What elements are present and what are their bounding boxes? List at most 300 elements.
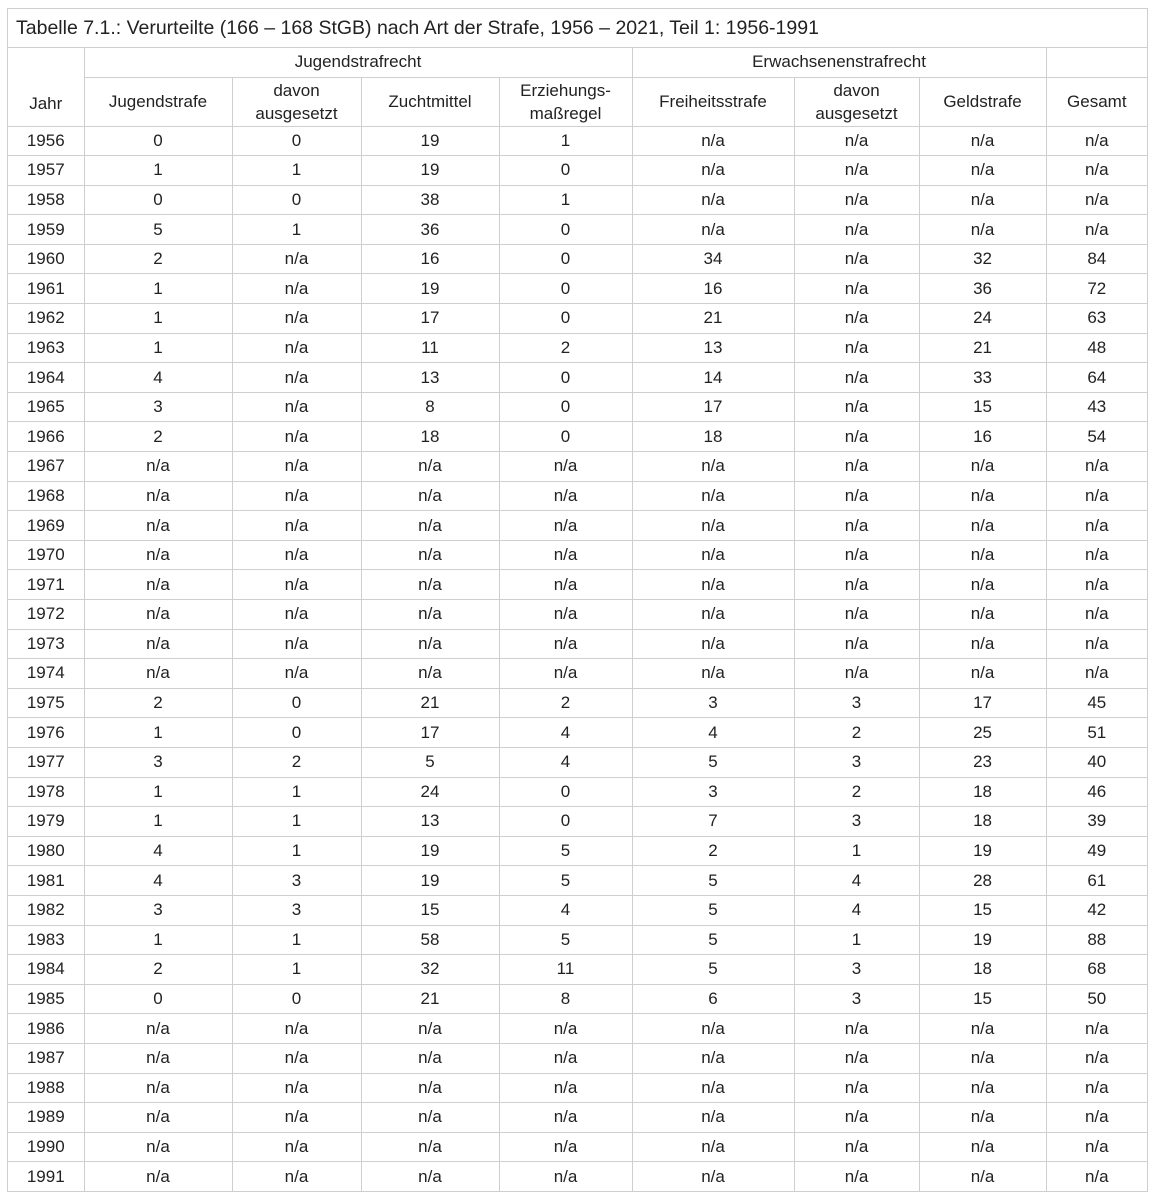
col-header-jahr [8,48,84,126]
cell-gesamt: 49 [1046,836,1147,866]
cell-jahr: 1991 [8,1162,84,1191]
cell-jahr: 1965 [8,392,84,422]
cell-zuchtmittel: 32 [361,955,499,985]
col-header-davon-ausgesetzt-erwachsene [794,77,919,126]
cell-gesamt: 61 [1046,866,1147,896]
cell-davon-ausgesetzt-jugend: 0 [232,688,361,718]
table-row [8,422,1147,452]
cell-davon-ausgesetzt-jugend: 1 [232,807,361,837]
cell-freiheitsstrafe: n/a [632,600,794,630]
cell-erziehungsmassregel: n/a [499,1132,632,1162]
cell-gesamt: 63 [1046,304,1147,334]
cell-freiheitsstrafe: 5 [632,895,794,925]
table-row [8,304,1147,334]
cell-zuchtmittel: 21 [361,688,499,718]
cell-erziehungsmassregel: n/a [499,540,632,570]
cell-jahr: 1978 [8,777,84,807]
cell-jugendstrafe: 1 [84,718,232,748]
cell-jahr: 1969 [8,511,84,541]
cell-davon-ausgesetzt-erwachsene: 1 [794,925,919,955]
cell-zuchtmittel: n/a [361,1073,499,1103]
cell-davon-ausgesetzt-jugend: 3 [232,895,361,925]
cell-gesamt: 68 [1046,955,1147,985]
cell-davon-ausgesetzt-erwachsene: n/a [794,629,919,659]
table-row [8,807,1147,837]
cell-freiheitsstrafe: n/a [632,659,794,689]
cell-geldstrafe: n/a [919,1162,1046,1191]
cell-jahr: 1977 [8,747,84,777]
table-row [8,540,1147,570]
cell-jahr: 1956 [8,126,84,156]
cell-geldstrafe: 16 [919,422,1046,452]
cell-davon-ausgesetzt-erwachsene: n/a [794,363,919,393]
cell-geldstrafe: 15 [919,984,1046,1014]
cell-zuchtmittel: 19 [361,274,499,304]
cell-geldstrafe: n/a [919,126,1046,156]
cell-geldstrafe: 32 [919,244,1046,274]
cell-davon-ausgesetzt-erwachsene: n/a [794,1043,919,1073]
cell-jugendstrafe: 1 [84,274,232,304]
cell-freiheitsstrafe: n/a [632,156,794,186]
cell-davon-ausgesetzt-erwachsene: 4 [794,866,919,896]
cell-gesamt: 42 [1046,895,1147,925]
table-row [8,659,1147,689]
cell-davon-ausgesetzt-erwachsene: n/a [794,185,919,215]
cell-zuchtmittel: 5 [361,747,499,777]
cell-jugendstrafe: 1 [84,925,232,955]
cell-davon-ausgesetzt-erwachsene: n/a [794,600,919,630]
cell-gesamt: 88 [1046,925,1147,955]
cell-jahr: 1973 [8,629,84,659]
col-header-line: ausgesetzt [815,103,898,123]
cell-geldstrafe: 15 [919,895,1046,925]
cell-erziehungsmassregel: n/a [499,1014,632,1044]
cell-freiheitsstrafe: 21 [632,304,794,334]
cell-davon-ausgesetzt-erwachsene: n/a [794,392,919,422]
cell-davon-ausgesetzt-erwachsene: n/a [794,570,919,600]
cell-gesamt: 51 [1046,718,1147,748]
cell-jugendstrafe: 3 [84,392,232,422]
cell-jahr: 1985 [8,984,84,1014]
cell-geldstrafe: n/a [919,481,1046,511]
cell-jahr: 1989 [8,1103,84,1133]
cell-zuchtmittel: 36 [361,215,499,245]
cell-erziehungsmassregel: n/a [499,481,632,511]
cell-jahr: 1983 [8,925,84,955]
cell-erziehungsmassregel: 0 [499,244,632,274]
table-row [8,1043,1147,1073]
cell-freiheitsstrafe: n/a [632,629,794,659]
cell-freiheitsstrafe: 6 [632,984,794,1014]
cell-jugendstrafe: 2 [84,244,232,274]
cell-jugendstrafe: n/a [84,481,232,511]
cell-davon-ausgesetzt-jugend: n/a [232,1162,361,1191]
cell-freiheitsstrafe: n/a [632,1073,794,1103]
cell-jugendstrafe: n/a [84,1073,232,1103]
cell-zuchtmittel: 19 [361,126,499,156]
cell-jahr: 1971 [8,570,84,600]
cell-jahr: 1957 [8,156,84,186]
cell-davon-ausgesetzt-jugend: 1 [232,156,361,186]
cell-zuchtmittel: 19 [361,866,499,896]
table-row [8,333,1147,363]
cell-geldstrafe: n/a [919,156,1046,186]
table-row [8,600,1147,630]
cell-jugendstrafe: n/a [84,1103,232,1133]
cell-davon-ausgesetzt-erwachsene: 2 [794,777,919,807]
cell-geldstrafe: 18 [919,807,1046,837]
cell-freiheitsstrafe: n/a [632,215,794,245]
cell-geldstrafe: n/a [919,511,1046,541]
cell-freiheitsstrafe: 3 [632,777,794,807]
cell-zuchtmittel: 16 [361,244,499,274]
cell-erziehungsmassregel: 4 [499,895,632,925]
cell-erziehungsmassregel: 5 [499,866,632,896]
cell-jugendstrafe: n/a [84,629,232,659]
cell-freiheitsstrafe: n/a [632,511,794,541]
cell-jugendstrafe: 4 [84,363,232,393]
cell-gesamt: n/a [1046,1073,1147,1103]
table-row [8,747,1147,777]
cell-zuchtmittel: n/a [361,1014,499,1044]
cell-jugendstrafe: n/a [84,570,232,600]
cell-zuchtmittel: n/a [361,659,499,689]
cell-gesamt: n/a [1046,659,1147,689]
table-row [8,866,1147,896]
cell-freiheitsstrafe: 17 [632,392,794,422]
cell-freiheitsstrafe: n/a [632,452,794,482]
cell-zuchtmittel: n/a [361,1043,499,1073]
cell-jugendstrafe: 4 [84,836,232,866]
cell-gesamt: 46 [1046,777,1147,807]
table-title: Tabelle 7.1.: Verurteilte (166 – 168 StGB) nach Art der Strafe, 1956 – 2021, Teil 1: 1956-1991 [8,9,1147,48]
cell-jugendstrafe: n/a [84,659,232,689]
cell-geldstrafe: n/a [919,215,1046,245]
cell-davon-ausgesetzt-jugend: n/a [232,333,361,363]
cell-erziehungsmassregel: 0 [499,392,632,422]
cell-davon-ausgesetzt-erwachsene: n/a [794,1014,919,1044]
col-header-line: davon [833,80,880,100]
cell-jugendstrafe: n/a [84,1162,232,1191]
cell-gesamt: 43 [1046,392,1147,422]
cell-gesamt: 39 [1046,807,1147,837]
cell-jugendstrafe: 3 [84,747,232,777]
cell-gesamt: n/a [1046,1043,1147,1073]
cell-davon-ausgesetzt-jugend: 1 [232,925,361,955]
cell-davon-ausgesetzt-erwachsene: n/a [794,156,919,186]
cell-davon-ausgesetzt-jugend: n/a [232,629,361,659]
cell-erziehungsmassregel: 5 [499,925,632,955]
cell-davon-ausgesetzt-erwachsene: n/a [794,274,919,304]
cell-freiheitsstrafe: n/a [632,126,794,156]
cell-erziehungsmassregel: 8 [499,984,632,1014]
cell-jugendstrafe: 3 [84,895,232,925]
cell-davon-ausgesetzt-jugend: 0 [232,718,361,748]
cell-zuchtmittel: n/a [361,570,499,600]
cell-zuchtmittel: n/a [361,600,499,630]
cell-zuchtmittel: 11 [361,333,499,363]
cell-davon-ausgesetzt-jugend: n/a [232,392,361,422]
cell-freiheitsstrafe: n/a [632,1014,794,1044]
cell-jahr: 1988 [8,1073,84,1103]
cell-davon-ausgesetzt-jugend: n/a [232,274,361,304]
cell-geldstrafe: n/a [919,600,1046,630]
cell-freiheitsstrafe: 5 [632,747,794,777]
cell-davon-ausgesetzt-jugend: n/a [232,1132,361,1162]
cell-davon-ausgesetzt-jugend: n/a [232,540,361,570]
cell-jugendstrafe: 1 [84,304,232,334]
table-row [8,718,1147,748]
cell-zuchtmittel: 17 [361,718,499,748]
cell-davon-ausgesetzt-erwachsene: 3 [794,688,919,718]
cell-jahr: 1959 [8,215,84,245]
cell-jahr: 1968 [8,481,84,511]
cell-gesamt: n/a [1046,481,1147,511]
table-row [8,1073,1147,1103]
cell-davon-ausgesetzt-erwachsene: n/a [794,244,919,274]
col-header-line: davon [273,80,320,100]
table-row [8,688,1147,718]
cell-jugendstrafe: 0 [84,126,232,156]
cell-jahr: 1960 [8,244,84,274]
cell-davon-ausgesetzt-erwachsene: n/a [794,422,919,452]
cell-geldstrafe: 18 [919,955,1046,985]
cell-erziehungsmassregel: n/a [499,1162,632,1191]
cell-freiheitsstrafe: 7 [632,807,794,837]
cell-gesamt: n/a [1046,1103,1147,1133]
cell-erziehungsmassregel: n/a [499,452,632,482]
cell-davon-ausgesetzt-jugend: n/a [232,511,361,541]
col-header-line: maßregel [529,103,602,123]
cell-erziehungsmassregel: 0 [499,777,632,807]
cell-jahr: 1986 [8,1014,84,1044]
cell-geldstrafe: n/a [919,659,1046,689]
cell-gesamt: n/a [1046,156,1147,186]
cell-jugendstrafe: 2 [84,422,232,452]
cell-erziehungsmassregel: 0 [499,422,632,452]
cell-davon-ausgesetzt-erwachsene: 3 [794,747,919,777]
table-body [8,126,1147,1191]
cell-davon-ausgesetzt-erwachsene: 3 [794,807,919,837]
cell-jugendstrafe: n/a [84,452,232,482]
cell-erziehungsmassregel: 0 [499,304,632,334]
cell-erziehungsmassregel: 0 [499,215,632,245]
cell-davon-ausgesetzt-erwachsene: n/a [794,126,919,156]
cell-jahr: 1976 [8,718,84,748]
cell-gesamt: n/a [1046,452,1147,482]
cell-davon-ausgesetzt-erwachsene: n/a [794,540,919,570]
cell-erziehungsmassregel: n/a [499,1073,632,1103]
cell-jahr: 1962 [8,304,84,334]
cell-geldstrafe: n/a [919,1132,1046,1162]
cell-zuchtmittel: 13 [361,807,499,837]
table-row [8,511,1147,541]
cell-freiheitsstrafe: n/a [632,540,794,570]
col-header-gesamt: Gesamt [1046,77,1147,126]
cell-davon-ausgesetzt-erwachsene: 1 [794,836,919,866]
cell-gesamt: n/a [1046,126,1147,156]
cell-gesamt: 50 [1046,984,1147,1014]
cell-freiheitsstrafe: 16 [632,274,794,304]
table-row [8,984,1147,1014]
cell-davon-ausgesetzt-jugend: n/a [232,659,361,689]
cell-freiheitsstrafe: 5 [632,866,794,896]
table-row [8,629,1147,659]
cell-gesamt: n/a [1046,570,1147,600]
cell-zuchtmittel: 38 [361,185,499,215]
cell-gesamt: n/a [1046,185,1147,215]
cell-davon-ausgesetzt-jugend: n/a [232,422,361,452]
cell-erziehungsmassregel: 1 [499,126,632,156]
cell-davon-ausgesetzt-jugend: n/a [232,1014,361,1044]
group-header-jugendstrafrecht: Jugendstrafrecht [84,48,632,77]
cell-geldstrafe: 17 [919,688,1046,718]
cell-freiheitsstrafe: 18 [632,422,794,452]
cell-zuchtmittel: 58 [361,925,499,955]
cell-davon-ausgesetzt-jugend: 0 [232,984,361,1014]
cell-freiheitsstrafe: n/a [632,1043,794,1073]
cell-zuchtmittel: n/a [361,629,499,659]
cell-geldstrafe: n/a [919,1073,1046,1103]
table-row [8,156,1147,186]
cell-geldstrafe: n/a [919,1043,1046,1073]
cell-davon-ausgesetzt-jugend: n/a [232,600,361,630]
cell-jugendstrafe: 1 [84,156,232,186]
cell-zuchtmittel: 8 [361,392,499,422]
cell-zuchtmittel: 24 [361,777,499,807]
cell-davon-ausgesetzt-erwachsene: n/a [794,1132,919,1162]
cell-jahr: 1981 [8,866,84,896]
cell-davon-ausgesetzt-jugend: n/a [232,481,361,511]
cell-geldstrafe: 21 [919,333,1046,363]
cell-jahr: 1982 [8,895,84,925]
cell-erziehungsmassregel: 2 [499,688,632,718]
cell-freiheitsstrafe: n/a [632,185,794,215]
cell-freiheitsstrafe: 5 [632,925,794,955]
cell-erziehungsmassregel: 0 [499,274,632,304]
table-row [8,955,1147,985]
table-row [8,185,1147,215]
table-row [8,452,1147,482]
cell-davon-ausgesetzt-erwachsene: n/a [794,481,919,511]
table-row [8,481,1147,511]
cell-davon-ausgesetzt-jugend: n/a [232,1043,361,1073]
col-header-freiheitsstrafe: Freiheitsstrafe [632,77,794,126]
cell-davon-ausgesetzt-jugend: 0 [232,126,361,156]
cell-jahr: 1984 [8,955,84,985]
cell-jahr: 1970 [8,540,84,570]
cell-freiheitsstrafe: 2 [632,836,794,866]
cell-freiheitsstrafe: n/a [632,570,794,600]
col-header-geldstrafe: Geldstrafe [919,77,1046,126]
cell-geldstrafe: 19 [919,925,1046,955]
cell-erziehungsmassregel: 0 [499,807,632,837]
col-header-jugendstrafe: Jugendstrafe [84,77,232,126]
cell-geldstrafe: 15 [919,392,1046,422]
table-row [8,1014,1147,1044]
cell-davon-ausgesetzt-jugend: n/a [232,1103,361,1133]
cell-geldstrafe: n/a [919,570,1046,600]
cell-jahr: 1961 [8,274,84,304]
col-header-zuchtmittel: Zuchtmittel [361,77,499,126]
cell-freiheitsstrafe: n/a [632,1162,794,1191]
cell-jugendstrafe: 2 [84,688,232,718]
cell-davon-ausgesetzt-erwachsene: n/a [794,452,919,482]
cell-erziehungsmassregel: 0 [499,363,632,393]
cell-davon-ausgesetzt-erwachsene: 2 [794,718,919,748]
cell-gesamt: n/a [1046,629,1147,659]
cell-geldstrafe: 25 [919,718,1046,748]
cell-jahr: 1987 [8,1043,84,1073]
cell-jugendstrafe: n/a [84,1132,232,1162]
cell-jugendstrafe: 0 [84,984,232,1014]
cell-jugendstrafe: n/a [84,540,232,570]
cell-geldstrafe: 24 [919,304,1046,334]
cell-jugendstrafe: 1 [84,807,232,837]
cell-erziehungsmassregel: n/a [499,1043,632,1073]
cell-geldstrafe: 23 [919,747,1046,777]
cell-gesamt: 84 [1046,244,1147,274]
table-row [8,244,1147,274]
cell-davon-ausgesetzt-jugend: 1 [232,215,361,245]
cell-jahr: 1967 [8,452,84,482]
cell-freiheitsstrafe: 13 [632,333,794,363]
cell-davon-ausgesetzt-erwachsene: 4 [794,895,919,925]
cell-jugendstrafe: n/a [84,1014,232,1044]
cell-gesamt: 40 [1046,747,1147,777]
cell-davon-ausgesetzt-jugend: 0 [232,185,361,215]
cell-zuchtmittel: n/a [361,540,499,570]
table-row [8,777,1147,807]
table-row [8,126,1147,156]
cell-gesamt: 72 [1046,274,1147,304]
cell-davon-ausgesetzt-erwachsene: n/a [794,333,919,363]
cell-freiheitsstrafe: 4 [632,718,794,748]
group-header-empty [1046,48,1147,77]
cell-zuchtmittel: n/a [361,1103,499,1133]
table-row [8,1103,1147,1133]
cell-erziehungsmassregel: 2 [499,333,632,363]
cell-geldstrafe: n/a [919,1014,1046,1044]
cell-jahr: 1964 [8,363,84,393]
cell-freiheitsstrafe: 14 [632,363,794,393]
cell-zuchtmittel: 19 [361,156,499,186]
cell-jahr: 1979 [8,807,84,837]
cell-geldstrafe: 36 [919,274,1046,304]
cell-jugendstrafe: 4 [84,866,232,896]
cell-erziehungsmassregel: 4 [499,718,632,748]
cell-jahr: 1974 [8,659,84,689]
table-row [8,570,1147,600]
table-row [8,392,1147,422]
cell-zuchtmittel: n/a [361,511,499,541]
table-frame [7,8,1148,1192]
cell-geldstrafe: n/a [919,1103,1046,1133]
cell-geldstrafe: n/a [919,629,1046,659]
table-row [8,895,1147,925]
cell-freiheitsstrafe: 3 [632,688,794,718]
cell-gesamt: 48 [1046,333,1147,363]
cell-erziehungsmassregel: n/a [499,629,632,659]
cell-freiheitsstrafe: n/a [632,1132,794,1162]
cell-davon-ausgesetzt-erwachsene: n/a [794,1103,919,1133]
table-row [8,215,1147,245]
cell-davon-ausgesetzt-jugend: n/a [232,244,361,274]
cell-zuchtmittel: 15 [361,895,499,925]
cell-zuchtmittel: 17 [361,304,499,334]
cell-geldstrafe: 28 [919,866,1046,896]
cell-jugendstrafe: 0 [84,185,232,215]
